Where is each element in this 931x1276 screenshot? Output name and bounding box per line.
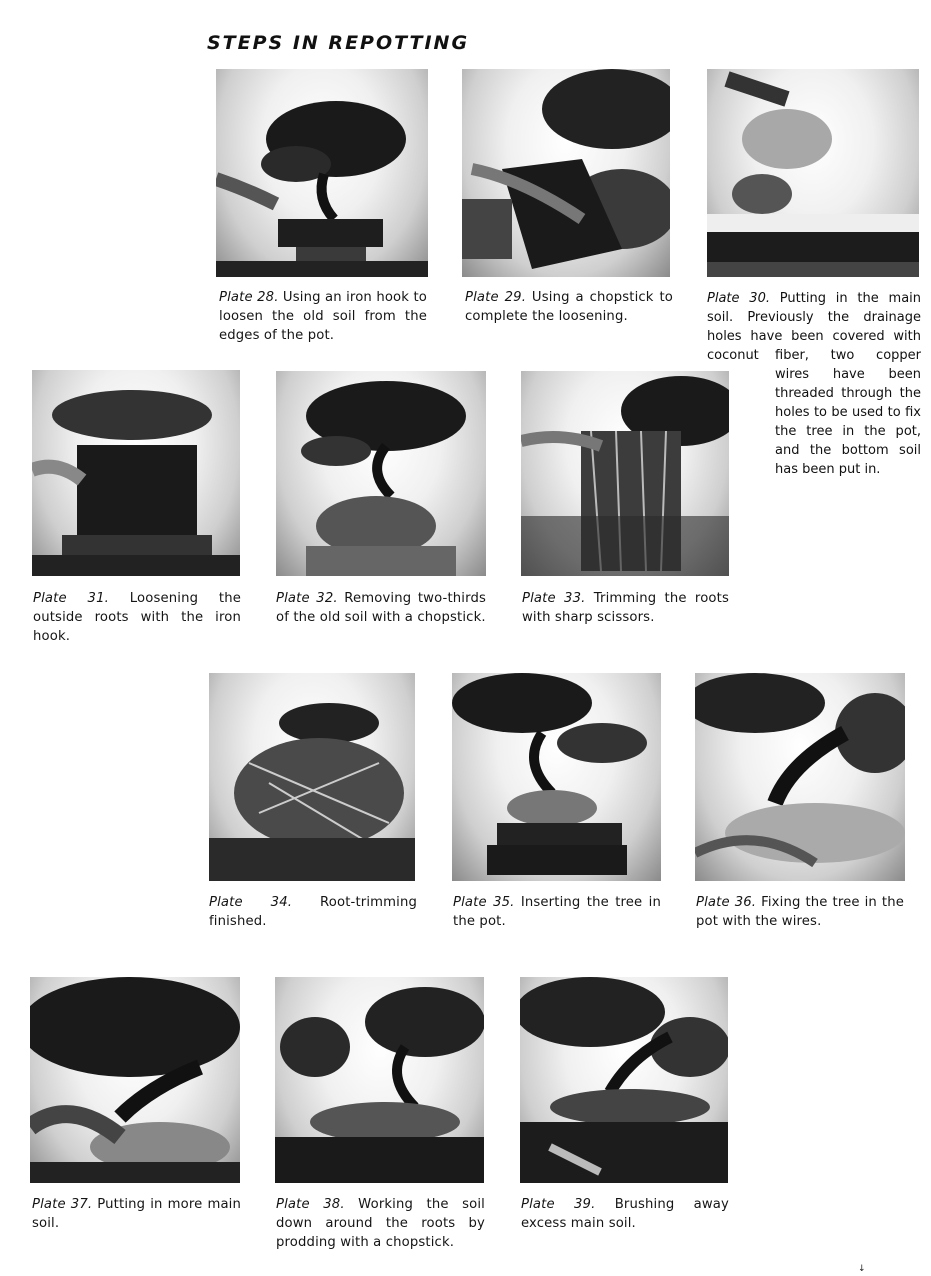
plate-32-photo: [276, 371, 486, 576]
plate-number: Plate 38.: [276, 1197, 345, 1212]
plate-38-caption: [276, 1195, 485, 1252]
plate-number: Plate 36.: [696, 895, 757, 910]
plate-31-photo: [32, 370, 240, 576]
plate-33-photo: [521, 371, 729, 576]
caption-text: Putting in the main soil. Previously the drainage holes have been covered with coconut: [707, 291, 922, 363]
caption-text: Putting in more main soil.: [32, 1197, 241, 1231]
plate-34-photo: [209, 673, 415, 881]
plate-30-photo: [707, 69, 919, 277]
plate-30-caption-bottom: fiber, two copper wires have been threaded through the holes to be used to fix the tree in the pot, and the bottom soil has been put in.: [775, 348, 921, 477]
plate-35-caption: [453, 893, 661, 931]
plate-37-caption: [32, 1195, 241, 1233]
plate-34-caption: [209, 893, 417, 931]
caption-text: Inserting the tree in the pot.: [453, 895, 661, 929]
plate-28-photo: [216, 69, 428, 277]
plate-36-photo: [695, 673, 905, 881]
plate-35-photo: [452, 673, 661, 881]
plate-32-caption: [276, 589, 486, 627]
plate-39-caption: [521, 1195, 729, 1233]
caption-text: Loosening the outside roots with the iron hook.: [33, 591, 241, 644]
plate-number: Plate 31.: [33, 591, 109, 606]
plate-number: Plate 33.: [522, 591, 586, 606]
caption-text: Using an iron hook to loosen the old soil from the edges of the pot.: [219, 290, 427, 343]
plate-29-caption: [465, 288, 673, 326]
plate-39-photo: [520, 977, 728, 1183]
plate-28-caption: [219, 288, 427, 345]
caption-text: Brushing away excess main soil.: [521, 1197, 729, 1231]
plate-number: Plate 35.: [453, 895, 515, 910]
plate-36-caption: [696, 893, 904, 931]
page-title: STEPS IN REPOTTING: [207, 32, 470, 54]
plate-29-photo: [462, 69, 670, 277]
caption-text: Removing two-thirds of the old soil with a chopstick.: [276, 591, 486, 625]
page-mark: ↓: [858, 1264, 866, 1274]
caption-text: Fixing the tree in the pot with the wires.: [696, 895, 904, 929]
plate-37-photo: [30, 977, 240, 1183]
plate-number: Plate 28.: [219, 290, 279, 305]
caption-text: Working the soil down around the roots by prodding with a chopstick.: [276, 1197, 485, 1250]
caption-text: Trimming the roots with sharp scissors.: [522, 591, 729, 625]
plate-number: Plate 29.: [465, 290, 527, 305]
caption-text: Root-trimming finished.: [209, 895, 417, 929]
plate-number: Plate 30.: [707, 291, 770, 306]
plate-number: Plate 39.: [521, 1197, 596, 1212]
caption-text: Using a chopstick to complete the loosening.: [465, 290, 674, 324]
plate-number: Plate 32.: [276, 591, 338, 606]
plate-31-caption: [33, 589, 241, 646]
plate-number: Plate 34.: [209, 895, 293, 910]
plate-33-caption: [522, 589, 729, 627]
plate-number: Plate 37.: [32, 1197, 93, 1212]
plate-38-photo: [275, 977, 484, 1183]
